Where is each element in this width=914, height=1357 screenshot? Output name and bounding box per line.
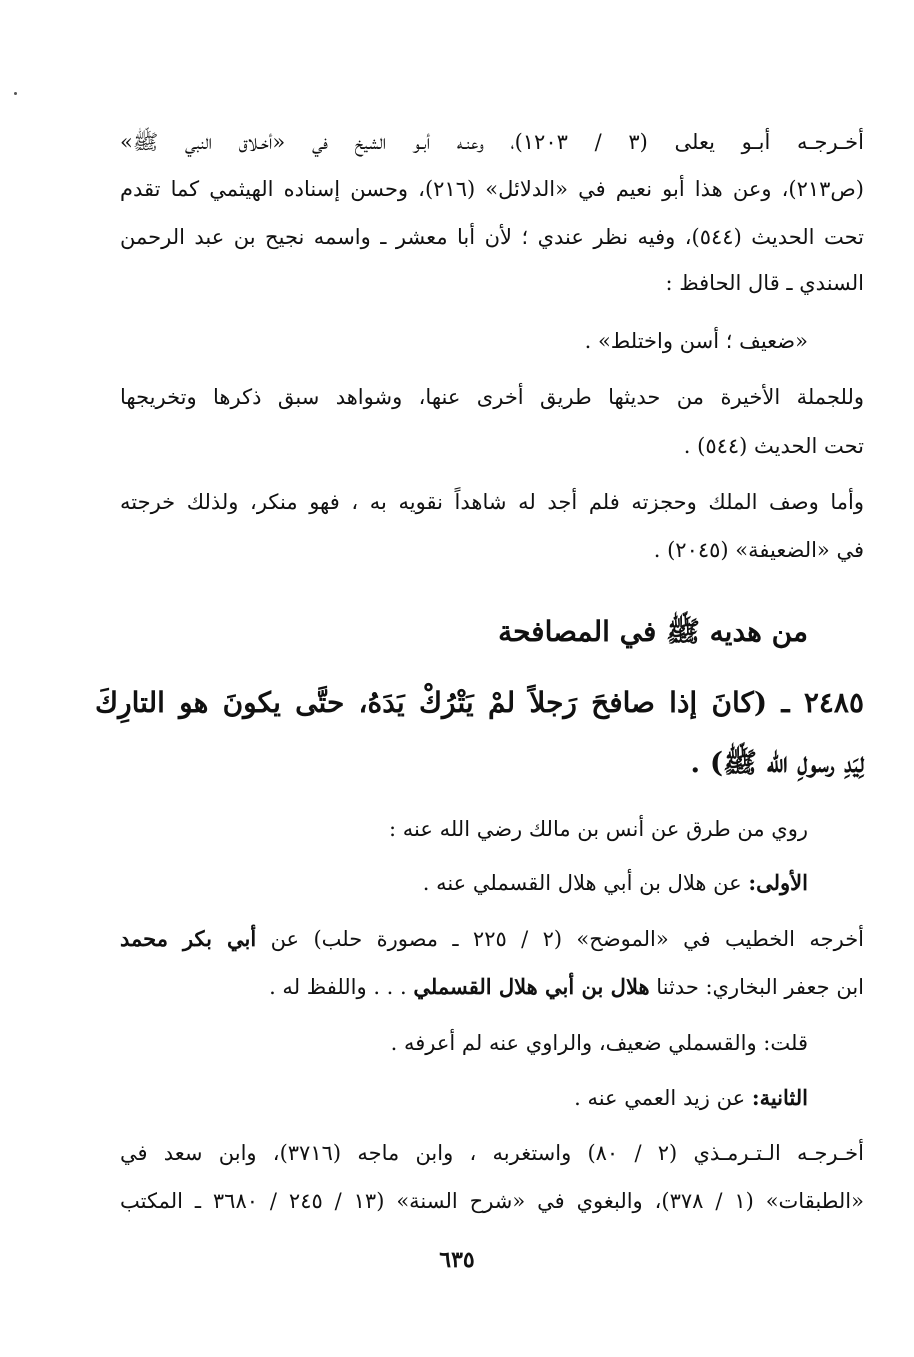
paragraph1-line4: السندي ـ قال الحافظ : [665, 271, 864, 295]
paragraph3-line1: وأما وصف الملك وحجزته فلم أجد له شاهداً نقويه به ، فهو منكر، ولذلك خرجته [120, 490, 864, 514]
paragraph1-line1: أخـرجـه أبـو يعلى (٣ / ١٢٠٣)، وعنـه أبـو الشيخ في «أخـلاق النبي ﷺ» [120, 130, 865, 154]
quote-line: «ضعيف ؛ أسن واختلط» . [584, 329, 808, 353]
paragraph1-line2: (ص٢١٣)، وعن هذا أبو نعيم في «الدلائل» (٢١٦)، وحسن إسناده الهيثمي كما تقدم [120, 177, 865, 201]
second-route-label: الثانية: [751, 1085, 808, 1110]
intro-line: روي من طرق عن أنس بن مالك رضي الله عنه : [389, 817, 808, 841]
hadith-line1: ٢٤٨٥ ـ (كانَ إذا صافحَ رَجلاً لمْ يَتْرُكْ يَدَهُ، حتَّى يكونَ هو التارِكَ [95, 686, 864, 719]
paragraph4-line2 [120, 972, 864, 1002]
second-route-text: عن زيد العمي عنه . [574, 1086, 752, 1110]
paragraph4-line1-text: أخرجه الخطيب في «الموضح» (٢ / ٢٢٥ ـ مصورة حلب) عن [256, 927, 865, 951]
paragraph4-line2-bold: هلال بن أبي هلال القسملي [413, 974, 650, 999]
paragraph4-line1 [120, 924, 864, 954]
first-route-label: الأولى: [748, 870, 808, 895]
paragraph4-line2-text: ابن جعفر البخاري: حدثنا [649, 975, 864, 999]
comment-line: قلت: والقسملي ضعيف، والراوي عنه لم أعرفه . [390, 1031, 808, 1055]
page-number: ٦٣٥ [439, 1247, 475, 1273]
paragraph5-line2: «الطبقات» (١ / ٣٧٨)، والبغوي في «شرح السنة» (١٣ / ٢٤٥ / ٣٦٨٠ ـ المكتب [120, 1189, 864, 1213]
paragraph4-line1-bold: أبي بكر محمد [120, 926, 257, 951]
first-route-text: عن هلال بن أبي هلال القسملي عنه . [422, 871, 749, 895]
paragraph2-line1: وللجملة الأخيرة من حديثها طريق أخرى عنها، وشواهد سبق ذكرها وتخريجها [120, 385, 864, 409]
paragraph1-line3: تحت الحديث (٥٤٤)، وفيه نظر عندي ؛ لأن أبا معشر ـ واسمه نجيح بن عبد الرحمن [120, 225, 864, 249]
paragraph3-line2: في «الضعيفة» (٢٠٤٥) . [653, 538, 864, 562]
paragraph2-line2: تحت الحديث (٥٤٤) . [683, 434, 864, 458]
paragraph5-line1: أخـرجـه الـتـرمـذي (٢ / ٨٠) واستغربه ، وابن ماجه (٣٧١٦)، وابن سعد في [120, 1141, 864, 1165]
section-heading: من هديه ﷺ في المصافحة [498, 615, 808, 648]
second-route-line [120, 1083, 808, 1113]
scan-speck [14, 92, 17, 95]
paragraph4-line2-end: . . . واللفظ له . [269, 975, 414, 999]
first-route-line [120, 868, 808, 898]
hadith-line2: لِيَدِ رسولِ الله ﷺ) . [690, 746, 864, 779]
